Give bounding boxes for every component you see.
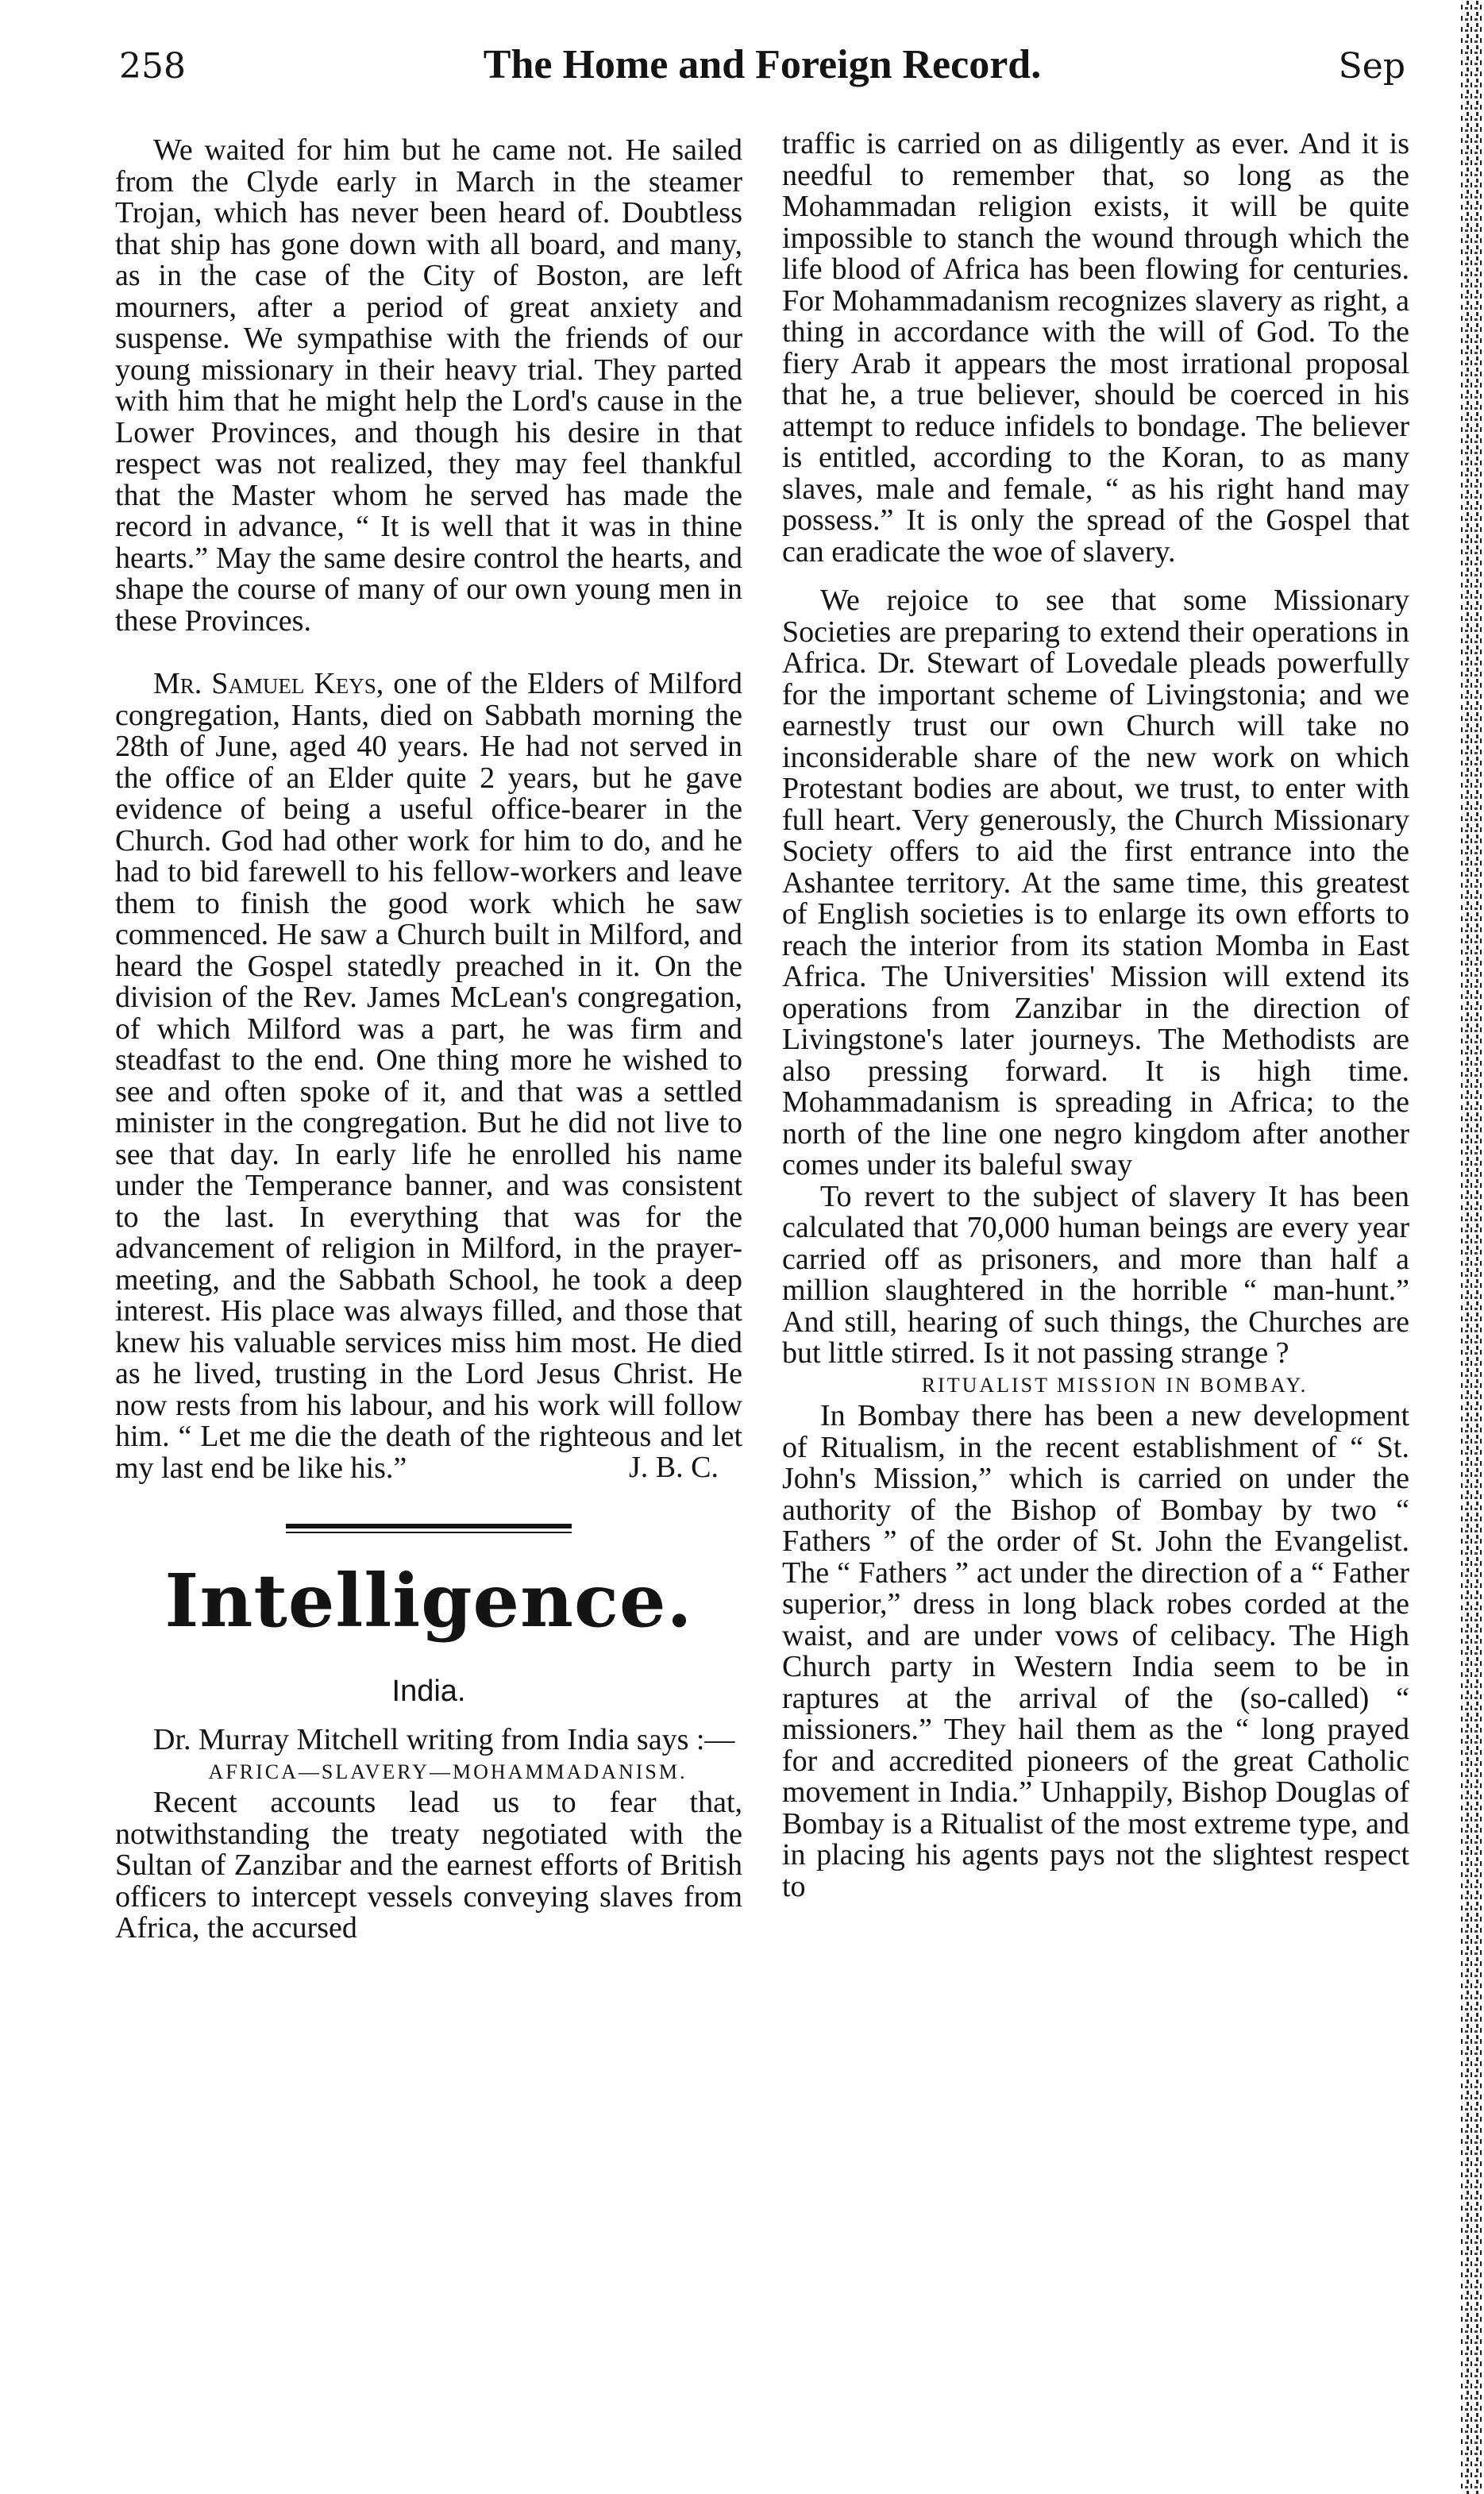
intro-paragraph: Dr. Murray Mitchell writing from India says :— <box>153 1723 735 1756</box>
spacer <box>115 1707 742 1725</box>
running-title: The Home and Foreign Record. <box>483 42 1042 87</box>
spacer <box>782 568 1409 585</box>
signoff-initials: J. B. C. <box>629 1451 719 1484</box>
page-edge-shadow <box>1446 0 1484 2494</box>
running-month: Sep <box>1338 46 1405 87</box>
section-title: Intelligence. <box>164 1557 693 1644</box>
section-divider <box>286 1524 572 1533</box>
right-column <box>782 129 1409 1902</box>
paragraph-missionary-trojan: We waited for him but he came not. He sailed from the Clyde early in March in the steamer Trojan, which has never been heard of. Doubtless that ship has gone down with all board, and many, as in the case of the City of Boston, are left mourners, after a period of great anxiety and suspense. We sympathise with the friends of our young missionary in their heavy trial. They parted with him that he might help the Lord's cause in the Lower Provinces, and though his desire in that respect was not realized, they may feel thankful that the Master whom he served has made the record in advance, “ It is well that it was in thine hearts.” May the same desire control the hearts, and shape the course of many of our own young men in these Provinces. <box>115 133 742 638</box>
page-header <box>119 40 1405 95</box>
page-number: 258 <box>119 46 186 87</box>
paragraph-africa: Recent accounts lead us to fear that, notwithstanding the treaty negotiated with the Sultan of Zanzibar and the earnest efforts of British officers to intercept vessels conveying slaves from Africa, the accursed <box>115 1786 742 1945</box>
paragraph-slave-traffic: traffic is carried on as diligently as ever. And it is needful to remember that, so long as the Mohammadan religion exists, it will be quite impossible to stanch the wound through which the life blood of Africa has been flowing for centuries. For Mohammadanism recognizes slavery as right, a thing in accordance with the will of God. To the fiery Arab it appears the most irrational proposal that he, a true believer, should be coerced in his attempt to reduce infidels to bondage. The believer is entitled, according to the Koran, to as many slaves, male and female, “ as his right hand may possess.” It is only the spread of the Gospel that can eradicate the woe of slavery. <box>782 127 1409 569</box>
paragraph-slavery-figures: To revert to the subject of slavery It has been calculated that 70,000 human beings are every year carried off as prisoners, and more than half a million slaughtered in the horrible “ man-hunt.” And still, hearing of such things, the Churches are but little stirred. Is it not passing strange ? <box>782 1179 1409 1370</box>
obituary-text: one of the Elders of Milford congregation, Hants, died on Sabbath morning the 28th of June, aged 40 years. He had not served in the office of an Elder quite 2 years, but he gave evidence of being a useful office-bearer in the Church. God had other work for him to do, and he had to bid farewell to his fellow-workers and leave them to finish the good work which he saw commenced. He saw a Church built in Milford, and heard the Gospel statedly preached in it. On the division of the Rev. James McLean's congregation, of which Milford was a part, he was firm and steadfast to the end. One thing more he wished to see and often spoke of it, and that was a settled minister in the congregation. But he did not live to see that day. In early life he enrolled his name under the Temperance banner, and was consistent to the last. In everything that was for the advancement of religion in Milford, in the prayer-meeting, and the Sabbath School, he took a deep interest. His place was always filled, and those that knew his valuable services miss him most. He died as he lived, trusting in the Lord Jesus Christ. He now rests from his labour, and his work will follow him. “ Let me die the death of the righteous and let my last end be like his.” <box>115 667 743 1485</box>
article-heading-bombay: RITUALIST MISSION IN BOMBAY. <box>921 1373 1309 1397</box>
divider-thin-rule <box>286 1532 572 1533</box>
left-column <box>115 135 742 1945</box>
paragraph-missionary-societies: We rejoice to see that some Missionary Societies are preparing to extend their operations in Africa. Dr. Stewart of Lovedale pleads powerfully for the important scheme of Livingstonia; and we earnestly trust our own Church will take no inconsiderable share of the new work on which Protestant bodies are about, we trust, to enter with full heart. Very generously, the Church Missionary Society offers to aid the first entrance into the Ashantee territory. At the same time, this greatest of English societies is to enlarge its own efforts to reach the interior from its station Momba in East Africa. The Universities' Mission will extend its operations from Zanzibar in the direction of Livingstone's later journeys. The Methodists are also pressing forward. It is high time. Mohammadanism is spreading in Africa; to the north of the line one negro kingdom after another comes under its baleful sway <box>782 584 1409 1181</box>
paragraph-bombay: In Bombay there has been a new development of Ritualism, in the recent establishment of “ St. John's Mission,” which is carried on under the authority of the Bishop of Bombay by two “ Fathers ” of the order of St. John the Evangelist. The “ Fathers ” act under the direction of a “ Father superior,” dress in long black robes corded at the waist, and are under vows of celibacy. The High Church party in Western India seem to be in raptures at the arrival of the (so-called) “ missioners.” They hail them as the “ long prayed for and accredited pioneers of the great Catholic movement in India.” Unhappily, Bishop Douglas of Bombay is a Ritualist of the most extreme type, and in placing his agents pays not the slightest respect to <box>782 1399 1409 1903</box>
spacer <box>115 637 742 669</box>
article-heading-africa: AFRICA—SLAVERY—MOHAMMADANISM. <box>208 1760 688 1783</box>
divider-thick-rule <box>286 1524 572 1528</box>
paragraph-obituary-keys <box>115 669 742 1484</box>
obituary-name: Mr. Samuel Keys, <box>153 667 384 700</box>
subsection-heading: India. <box>391 1674 466 1708</box>
edge-speckle <box>1460 0 1484 2494</box>
